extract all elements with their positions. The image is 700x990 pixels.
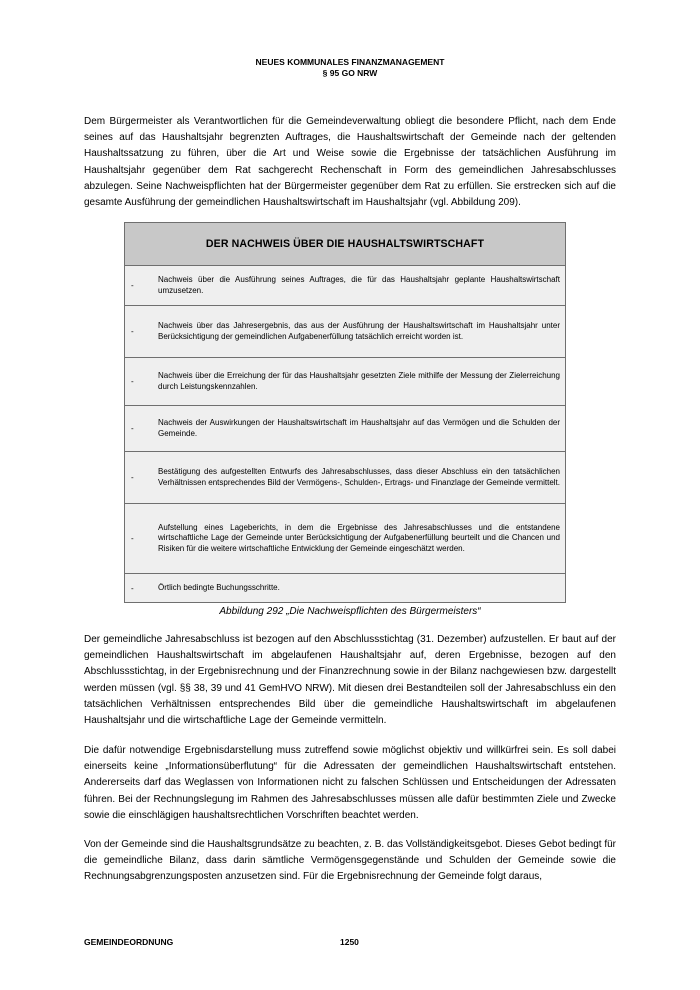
figure-item [125, 504, 565, 574]
bullet-dash: - [131, 584, 134, 593]
paragraph-1: Dem Bürgermeister als Verantwortlichen für die Gemeindeverwaltung obliegt die besondere Pflicht, nach dem Ende seines auf das Haushaltsjahr begrenzten Auftrages, die Haushaltswirtschaft der Gemeinde nach der geltenden Haushaltssatzung zu führen, über die Art und Weise sowie die Ergebnisse der tatsächlichen Ausführung im Haushaltsjahr gegenüber dem Rat sachgerecht Rechenschaft in Form des gemeindlichen Jahresabschlusses abzulegen. Seine Nachweispflichten hat der Bürgermeister gegenüber dem Rat zu erfüllen. Sie erstrecken sich auf die gesamte Ausführung der gemeindlichen Haushaltswirtschaft im Haushaltsjahr (vgl. Abbildung 209). [84, 116, 616, 209]
figure-caption: Abbildung 292 „Die Nachweispflichten des Bürgermeisters“ [219, 606, 481, 617]
footer-title: GEMEINDEORDNUNG [84, 937, 174, 947]
bullet-dash: - [131, 281, 134, 290]
figure-item-text: Bestätigung des aufgestellten Entwurfs des Jahresabschlusses, dass dieser Abschluss ein den tatsächlichen Verhältnissen entsprechendes Bild der Vermögens-, Schulden-, Ertrags- und Finanzlage der Gemeinde vermittelt. [158, 466, 560, 487]
figure-item-text: Nachweis über die Ausführung seines Auftrages, die für das Haushaltsjahr geplante Haushaltswirtschaft umzusetzen. [158, 274, 560, 295]
paragraph-4: Von der Gemeinde sind die Haushaltsgrundsätze zu beachten, z. B. das Vollständigkeitsgebot. Dieses Gebot bedingt für die gemeindliche Bilanz, dass darin sämtliche Vermögensgegenstände und Schulden der Gemeinde sowie die Rechnungsabgrenzungsposten anzusetzen sind. Für die Ergebnisrechnung der Gemeinde folgt daraus, [84, 839, 616, 883]
figure-item [125, 452, 565, 504]
bullet-dash: - [131, 377, 134, 386]
bullet-dash: - [131, 327, 134, 336]
figure-item [125, 266, 565, 306]
paragraph-2: Der gemeindliche Jahresabschluss ist bezogen auf den Abschlussstichtag (31. Dezember) aufzustellen. Er baut auf der gemeindlichen Haushaltswirtschaft im abgelaufenen Haushaltsjahr auf, deren Ergebnisse, bezogen auf den Abschlussstichtag, in der Ergebnisrechnung und der Finanzrechnung sowie in der Bilanz nachgewiesen bzw. dargestellt werden müssen (vgl. §§ 38, 39 und 41 GemHVO NRW). Mit diesen drei Bestandteilen soll der Jahresabschluss ein den tatsächlichen Verhältnissen entsprechendes Bild über die gemeindliche Haushaltswirtschaft im abgelaufenen Haushaltsjahr und die wirtschaftliche Lage der Gemeinde vermitteln. [84, 634, 616, 727]
header-section: § 95 GO NRW [322, 68, 378, 78]
bullet-dash: - [131, 534, 134, 543]
figure-item [125, 306, 565, 358]
figure-item [125, 406, 565, 452]
figure-item-text: Nachweis über die Erreichung der für das Haushaltsjahr gesetzten Ziele mithilfe der Messung der Zielerreichung durch Leistungskennzahlen. [158, 370, 560, 391]
figure-item [125, 574, 565, 603]
figure-item-text: Aufstellung eines Lageberichts, in dem die Ergebnisse des Jahresabschlusses und die entstandene wirtschaftliche Lage der Gemeinde unter Berücksichtigung der Aufgabenerfüllung beurteilt und die Chancen und Risiken für die weitere wirtschaftliche Entwicklung der Gemeinde eingeschätzt werden. [158, 522, 560, 553]
figure-item-text: Nachweis über das Jahresergebnis, das aus der Ausführung der Haushaltswirtschaft im Haushaltsjahr unter Berücksichtigung der gemeindlichen Aufgabenerfüllung tatsächlich erreicht worden ist. [158, 320, 560, 341]
figure-item [125, 358, 565, 406]
header-title: NEUES KOMMUNALES FINANZMANAGEMENT [255, 57, 445, 67]
page-number: 1250 [340, 937, 359, 947]
figure-box [124, 222, 566, 603]
bullet-dash: - [131, 424, 134, 433]
figure-item-text: Örtlich bedingte Buchungsschritte. [158, 583, 280, 593]
page-header [0, 57, 700, 79]
paragraph-3: Die dafür notwendige Ergebnisdarstellung muss zutreffend sowie möglichst objektiv und willkürfrei sein. Es soll dabei einerseits keine „Informationsüberflutung“ für die Adressaten der gemeindlichen Haushaltswirtschaft entstehen. Andererseits darf das Weglassen von Informationen nicht zu falschen Schlüssen und Entscheidungen der Adressaten führen. Bei der Rechnungslegung im Rahmen des Jahresabschlusses müssen alle dafür bestimmten Ziele und Zwecke sowie die einschlägigen haushaltsrechtlichen Vorschriften beachtet werden. [84, 745, 616, 821]
figure-title: DER NACHWEIS ÜBER DIE HAUSHALTSWIRTSCHAFT [125, 223, 565, 266]
bullet-dash: - [131, 473, 134, 482]
figure-item-text: Nachweis der Auswirkungen der Haushaltswirtschaft im Haushaltsjahr auf das Vermögen und die Schulden der Gemeinde. [158, 417, 560, 438]
